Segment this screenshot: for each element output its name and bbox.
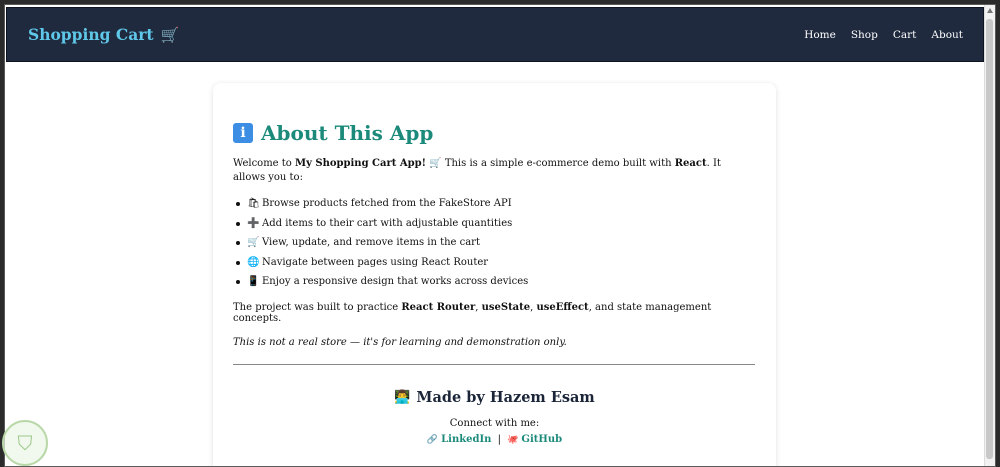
nav-link-cart[interactable]: Cart xyxy=(892,28,917,41)
feature-text: Navigate between pages using React Router xyxy=(262,256,489,268)
nav-link-shop[interactable]: Shop xyxy=(850,28,878,41)
nav-links xyxy=(804,29,963,41)
author-heading xyxy=(233,389,756,406)
list-item xyxy=(247,253,756,273)
feature-text: Add items to their cart with adjustable quantities xyxy=(262,217,513,229)
scrollbar[interactable] xyxy=(984,5,995,466)
feature-list xyxy=(233,194,756,292)
brand-title: Shopping Cart xyxy=(28,25,154,44)
developer-icon: 👨‍💻 xyxy=(394,389,411,405)
tech-usestate: useState xyxy=(481,301,531,313)
list-item xyxy=(247,233,756,253)
page-title-text: About This App xyxy=(261,121,434,145)
github-icon: 🐙 xyxy=(507,434,519,445)
nav-link-home[interactable]: Home xyxy=(804,28,836,41)
intro-app-name: My Shopping Cart App! xyxy=(295,158,426,169)
cart-icon: 🛒 xyxy=(429,158,442,169)
intro-paragraph xyxy=(233,157,756,185)
intro-prefix: Welcome to xyxy=(233,158,295,169)
brand-logo[interactable] xyxy=(28,25,179,44)
navbar xyxy=(6,7,984,62)
tech-react-router: React Router xyxy=(401,301,476,313)
tech-useeffect: useEffect xyxy=(536,301,589,313)
cart-icon: 🛒 xyxy=(247,237,260,249)
project-suffix: , and state management concepts. xyxy=(233,301,712,324)
shopping-bags-icon: 🛍 xyxy=(247,198,260,210)
author-title: Made by Hazem Esam xyxy=(416,388,595,406)
page-title xyxy=(233,121,756,145)
list-item xyxy=(247,272,756,292)
project-sep: , xyxy=(475,301,482,313)
scroll-thumb[interactable] xyxy=(986,19,993,459)
watermark-shield-icon xyxy=(2,420,48,466)
link-icon: 🔗 xyxy=(426,434,439,445)
divider xyxy=(233,364,755,365)
browser-viewport xyxy=(4,4,996,467)
social-links xyxy=(233,434,756,445)
nav-link-about[interactable]: About xyxy=(931,28,963,41)
list-item xyxy=(247,214,756,234)
intro-react: React xyxy=(674,158,707,169)
feature-text: Enjoy a responsive design that works across devices xyxy=(262,276,529,288)
link-separator: | xyxy=(497,433,502,445)
plus-icon: ➕ xyxy=(247,217,260,229)
disclaimer-note: This is not a real store — it's for learning and demonstration only. xyxy=(233,336,567,348)
globe-icon: 🌐 xyxy=(247,256,260,268)
cart-icon: 🛒 xyxy=(160,25,180,44)
github-link[interactable]: GitHub xyxy=(521,433,563,445)
intro-middle: This is a simple e-commerce demo built with xyxy=(441,158,675,169)
project-prefix: The project was built to practice xyxy=(233,301,402,313)
feature-text: View, update, and remove items in the cart xyxy=(262,237,480,249)
intro-suffix: . It allows you to: xyxy=(233,158,721,183)
mobile-phone-icon: 📱 xyxy=(247,276,260,288)
feature-text: Browse products fetched from the FakeStore API xyxy=(262,198,512,210)
linkedin-link[interactable]: LinkedIn xyxy=(441,433,492,445)
shield-icon: ⛉ xyxy=(17,431,33,455)
about-card xyxy=(213,83,776,467)
project-sep: , xyxy=(530,301,537,313)
scroll-up-arrow-icon[interactable] xyxy=(987,8,993,13)
list-item xyxy=(247,194,756,214)
project-paragraph xyxy=(233,302,756,324)
info-icon: i xyxy=(233,123,253,143)
connect-label: Connect with me: xyxy=(449,417,540,429)
